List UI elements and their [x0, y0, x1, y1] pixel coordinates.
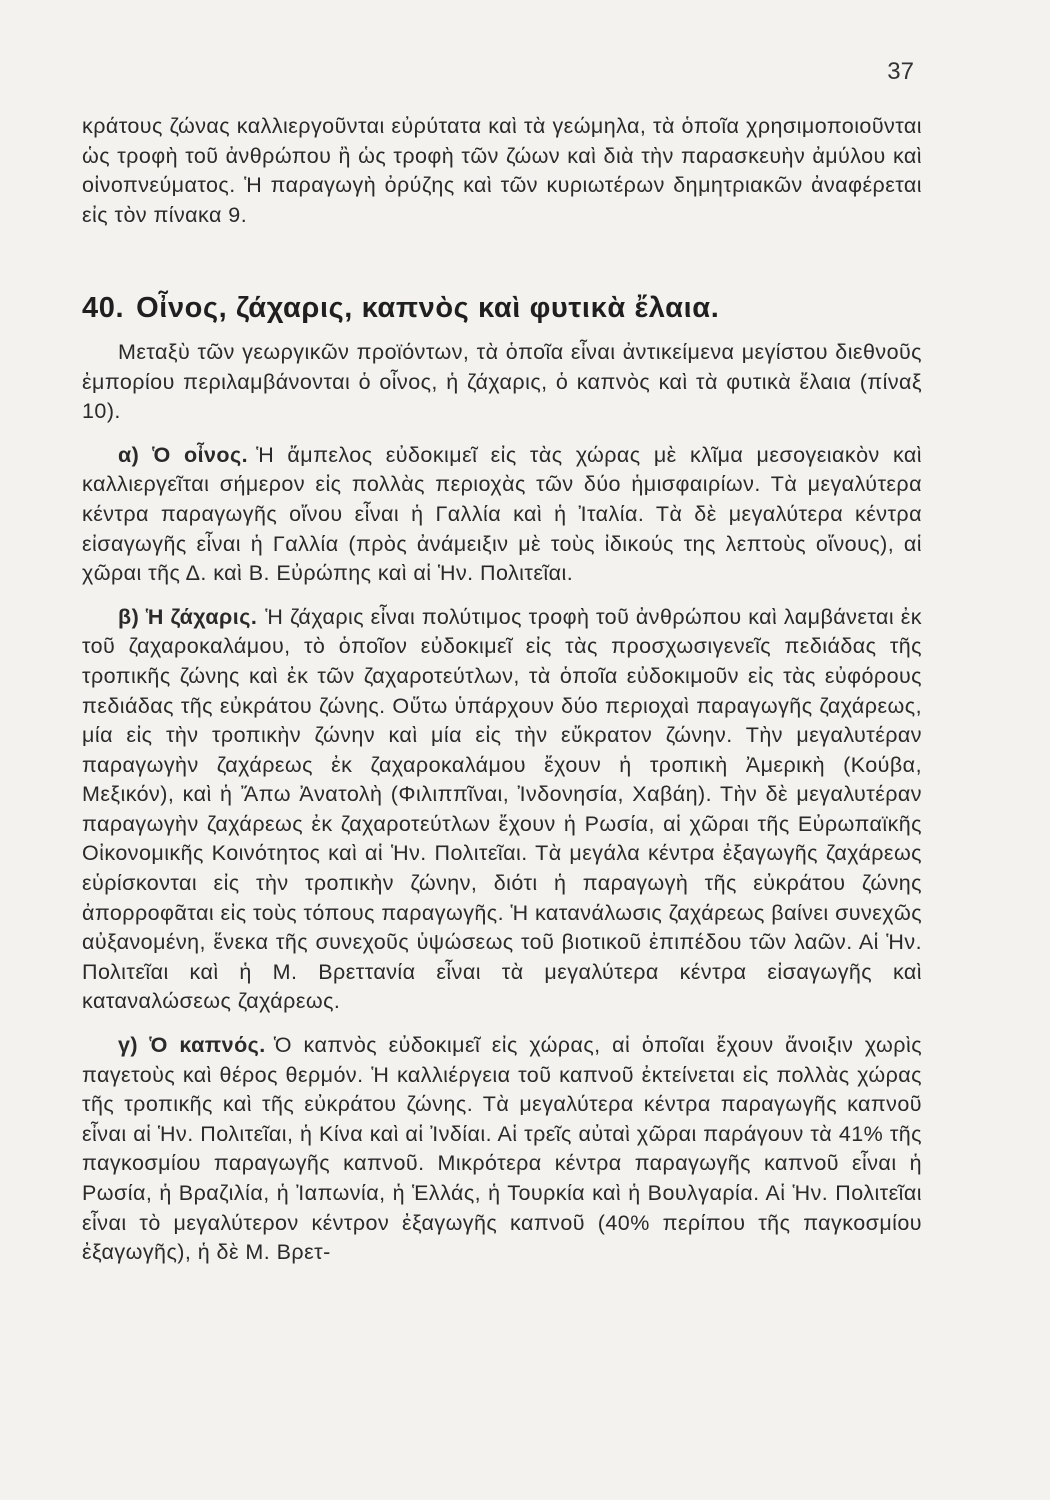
- subsection-label: β) Ἡ ζάχαρις.: [118, 604, 258, 629]
- subsection-wine: [82, 441, 922, 589]
- page-body: [82, 112, 922, 1268]
- intro-paragraph: κράτους ζώνας καλλιεργοῦνται εὐρύτατα καὶ τὰ γεώμηλα, τὰ ὁποῖα χρησιμοποιοῦνται ὡς τροφὴ τοῦ ἀνθρώπου ἢ ὡς τροφὴ τῶν ζώων καὶ διὰ τὴν παρασκευὴν ἀμύλου καὶ οἰνοπνεύματος. Ἡ παραγωγὴ ὀρύζης καὶ τῶν κυριωτέρων δημητριακῶν ἀναφέρεται εἰς τὸν πίνακα 9.: [82, 114, 922, 227]
- section-number: 40.: [82, 292, 125, 325]
- section-intro-paragraph: Μεταξὺ τῶν γεωργικῶν προϊόντων, τὰ ὁποῖα εἶναι ἀντικείμενα μεγίστου διεθνοῦς ἐμπορίου περιλαμβάνονται ὁ οἶνος, ἡ ζάχαρις, ὁ καπνὸς καὶ τὰ φυτικὰ ἔλαια (πίναξ 10).: [82, 339, 922, 424]
- subsection-tobacco: [82, 1031, 922, 1268]
- section-title: Οἶνος, ζάχαρις, καπνὸς καὶ φυτικὰ ἔλαια.: [136, 292, 720, 325]
- subsection-text: Ἡ ζάχαρις εἶναι πολύτιμος τροφὴ τοῦ ἀνθρώπου καὶ λαμβάνεται ἐκ τοῦ ζαχαροκαλάμου, τὸ ὁποῖον εὐδοκιμεῖ εἰς τὰς προσχωσιγενεῖς πεδιάδας τῆς τροπικῆς ζώνης καὶ ἐκ τῶν ζαχαροτεύτλων, τὰ ὁποῖα εὐδοκιμοῦν εἰς τὰς εὐφόρους πεδιάδας τῆς εὐκράτου ζώνης. Οὕτω ὑπάρχουν δύο περιοχαὶ παραγωγῆς ζαχάρεως, μία εἰς τὴν τροπικὴν ζώνην καὶ μία εἰς τὴν εὔκρατον ζώνην. Τὴν μεγαλυτέραν παραγωγὴν ζαχάρεως ἐκ ζαχαροκαλάμου ἔχουν ἡ τροπικὴ Ἀμερικὴ (Κούβα, Μεξικόν), καὶ ἡ Ἄπω Ἀνατολὴ (Φιλιππῖναι, Ἰνδονησία, Χαβάη). Τὴν δὲ μεγαλυτέραν παραγωγὴν ζαχάρεως ἐκ ζαχαροτεύτλων ἔχουν ἡ Ρωσία, αἱ χῶραι τῆς Εὐρωπαϊκῆς Οἰκονομικῆς Κοινότητος καὶ αἱ Ἡν. Πολιτεῖαι. Τὰ μεγάλα κέντρα ἐξαγωγῆς ζαχάρεως εὑρίσκονται εἰς τὴν τροπικὴν ζώνην, διότι ἡ παραγωγὴ τῆς εὐκράτου ζώνης ἀπορροφᾶται εἰς τοὺς τόπους παραγωγῆς. Ἡ κατανάλωσις ζαχάρεως βαίνει συνεχῶς αὐξανομένη, ἕνεκα τῆς συνεχοῦς ὑψώσεως τοῦ βιοτικοῦ ἐπιπέδου τῶν λαῶν. Αἱ Ἡν. Πολιτεῖαι καὶ ἡ Μ. Βρεττανία εἶναι τὰ μεγαλύτερα κέντρα εἰσαγωγῆς καὶ καταναλώσεως ζαχάρεως.: [82, 604, 923, 1014]
- subsection-sugar: [82, 603, 922, 1017]
- page-number: 37: [887, 58, 914, 85]
- subsection-label: α) Ὁ οἶνος.: [118, 442, 249, 467]
- subsection-label: γ) Ὁ καπνός.: [118, 1033, 266, 1058]
- section-heading: [82, 294, 922, 324]
- subsection-text: Ὁ καπνὸς εὐδοκιμεῖ εἰς χώρας, αἱ ὁποῖαι ἔχουν ἄνοιξιν χωρὶς παγετοὺς καὶ θέρος θερμόν. Ἡ καλλιέργεια τοῦ καπνοῦ ἐκτείνεται εἰς πολλὰς χώρας τῆς τροπικῆς καὶ τῆς εὐκράτου ζώνης. Τὰ μεγαλύτερα κέντρα παραγωγῆς καπνοῦ εἶναι αἱ Ἡν. Πολιτεῖαι, ἡ Κίνα καὶ αἱ Ἰνδίαι. Αἱ τρεῖς αὐταὶ χῶραι παράγουν τὰ 41% τῆς παγκοσμίου παραγωγῆς καπνοῦ. Μικρότερα κέντρα παραγωγῆς καπνοῦ εἶναι ἡ Ρωσία, ἡ Βραζιλία, ἡ Ἰαπωνία, ἡ Ἑλλάς, ἡ Τουρκία καὶ ἡ Βουλγαρία. Αἱ Ἡν. Πολιτεῖαι εἶναι τὸ μεγαλύτερον κέντρον ἐξαγωγῆς καπνοῦ (40% περίπου τῆς παγκοσμίου ἐξαγωγῆς), ἡ δὲ Μ. Βρετ-: [82, 1033, 923, 1265]
- subsection-text: Ἡ ἄμπελος εὐδοκιμεῖ εἰς τὰς χώρας μὲ κλῖμα μεσογειακὸν καὶ καλλιεργεῖται σήμερον εἰς πολλὰς περιοχὰς τῶν δύο ἡμισφαιρίων. Τὰ μεγαλύτερα κέντρα παραγωγῆς οἴνου εἶναι ἡ Γαλλία καὶ ἡ Ἰταλία. Τὰ δὲ μεγαλύτερα κέντρα εἰσαγωγῆς εἶναι ἡ Γαλλία (πρὸς ἀνάμειξιν μὲ τοὺς ἰδικούς της λεπτοὺς οἴνους), αἱ χῶραι τῆς Δ. καὶ Β. Εὐρώπης καὶ αἱ Ἡν. Πολιτεῖαι.: [82, 442, 922, 586]
